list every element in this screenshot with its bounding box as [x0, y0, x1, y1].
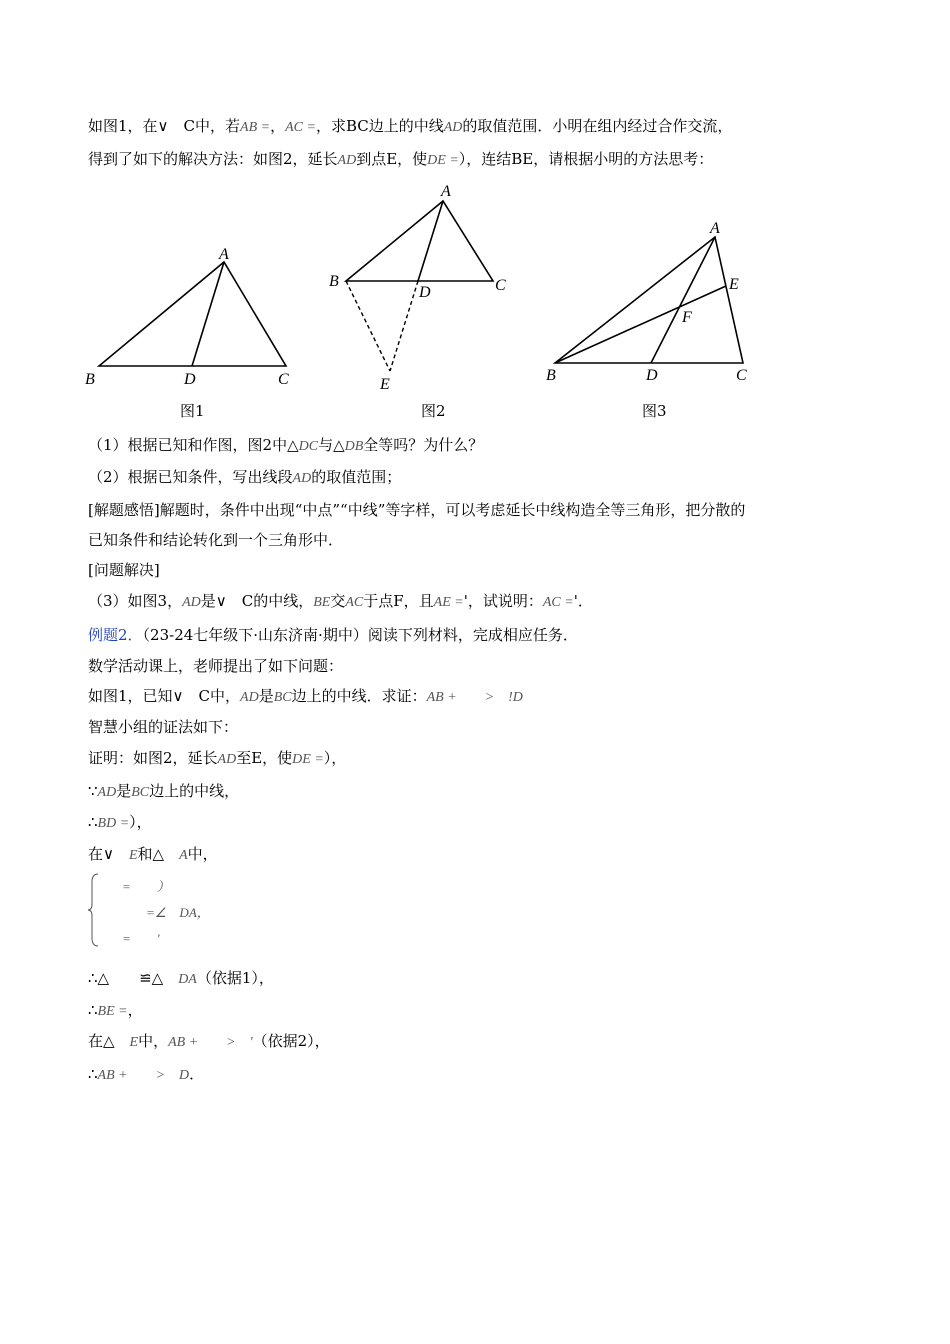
text: 如图1，在∨ C中，若 [88, 117, 241, 135]
example-line-10 [88, 1031, 330, 1053]
label-d: D [184, 371, 196, 388]
figure-2 [325, 180, 525, 395]
text: （1）根据已知和作图，图2中△ [88, 436, 299, 454]
math: AD [337, 153, 357, 168]
figure-3 [540, 215, 760, 390]
dashed-be [346, 281, 390, 371]
text: 在△ [88, 1032, 130, 1050]
math: A [179, 848, 188, 863]
math: AD [217, 752, 237, 767]
math: E [128, 848, 138, 863]
text: 如图1，已知∨ C中， [88, 687, 241, 705]
math: BE [313, 595, 331, 610]
label-a: A [710, 220, 720, 237]
label-c: C [278, 371, 289, 388]
triangle-abc [346, 201, 493, 281]
example-line-5 [88, 781, 239, 803]
text: （依据1）， [196, 969, 274, 987]
figure-1-caption: 图1 [180, 402, 205, 420]
text: 在∨ [88, 845, 129, 863]
label-a: A [441, 183, 451, 200]
problem-solve-heading: [问题解决] [88, 561, 160, 579]
text: 是 [258, 687, 274, 705]
figure-1 [85, 240, 300, 390]
math: BE = [97, 1004, 128, 1019]
text: ∴ [88, 813, 98, 831]
example-line-11 [88, 1064, 204, 1086]
math: AD [240, 690, 259, 705]
figure-1-svg [85, 240, 300, 390]
math: BC [273, 690, 292, 705]
system-row-3: = ' [122, 931, 160, 946]
text: ∵ [88, 782, 98, 800]
math: DE = [292, 752, 324, 767]
figure-2-caption: 图2 [421, 402, 446, 420]
text: 是∨ C的中线， [200, 592, 314, 610]
text: 全等吗？为什么？ [363, 436, 484, 454]
question-3 [88, 591, 593, 613]
text: '，试说明： [463, 592, 543, 610]
math: AB + > ' [168, 1035, 253, 1050]
math: DA [178, 972, 197, 987]
example-line-3: 智慧小组的证法如下： [88, 718, 239, 736]
dashed-de [390, 281, 418, 371]
text: 边上的中线．求证： [291, 687, 427, 705]
text: ），连结BE，请根据小明的方法思考： [458, 150, 714, 168]
problem-line-1 [88, 116, 732, 138]
text: 是 [116, 782, 132, 800]
text: 中， [187, 845, 218, 863]
math: AB + > D [97, 1068, 190, 1083]
text: ∴ [88, 1001, 98, 1019]
label-d: D [419, 284, 431, 301]
label-d: D [646, 367, 658, 384]
example-line-7 [88, 844, 218, 866]
text: ， [270, 117, 286, 135]
text: 边上的中线， [149, 782, 240, 800]
text: 中， [138, 1032, 169, 1050]
math: AC = [542, 595, 574, 610]
text: ． [189, 1065, 205, 1083]
question-2 [88, 467, 401, 489]
math: AE = [433, 595, 464, 610]
label-e: E [380, 376, 390, 393]
math: AD [292, 471, 312, 486]
text: ∴△ ≌△ [88, 969, 179, 987]
math: DC [298, 439, 319, 454]
figure-3-caption: 图3 [642, 402, 667, 420]
system-row-1: = ） [122, 879, 170, 894]
text: 交 [330, 592, 346, 610]
text: 与△ [318, 436, 345, 454]
math: AD [97, 785, 117, 800]
label-c: C [736, 367, 747, 384]
example-line-2 [88, 686, 523, 708]
example-line-1: 数学活动课上，老师提出了如下问题： [88, 657, 344, 675]
math: BC [131, 785, 150, 800]
text: 于点F，且 [363, 592, 434, 610]
math: AB = [240, 120, 271, 135]
label-b: B [85, 371, 95, 388]
median-ad [418, 201, 443, 281]
text: 的取值范围； [311, 468, 402, 486]
text: （3）如图3， [88, 592, 183, 610]
label-b: B [329, 273, 339, 290]
text: 和△ [137, 845, 180, 863]
math: DE = [427, 153, 459, 168]
tip-line-1: [解题感悟]解题时，条件中出现“中点”“中线”等字样，可以考虑延长中线构造全等三角形，把分散的 [88, 501, 746, 519]
text: '． [573, 592, 593, 610]
example-line-6 [88, 812, 152, 834]
example-line-9 [88, 1000, 143, 1022]
label-a: A [219, 246, 229, 263]
figure-2-svg [325, 180, 525, 395]
math: AB + > !D [426, 690, 523, 705]
median-ad [651, 237, 715, 363]
median-ad [192, 262, 224, 366]
question-1 [88, 435, 483, 457]
system-row-2: =∠ DA， [146, 905, 210, 920]
text: 的取值范围．小明在组内经过合作交流， [462, 117, 733, 135]
text: ）， [323, 749, 347, 767]
example-2-heading [88, 625, 578, 645]
math: AC = [285, 120, 316, 135]
text: （2）根据已知条件，写出线段 [88, 468, 293, 486]
text: 至E，使 [236, 749, 293, 767]
text: 得到了如下的解决方法：如图2，延长 [88, 150, 338, 168]
equation-system [88, 872, 228, 948]
label-e: E [729, 276, 739, 293]
math: BD = [97, 816, 130, 831]
text: ）， [129, 813, 152, 831]
triangle-abc [555, 237, 743, 363]
figure-3-svg [540, 215, 760, 390]
example-line-8 [88, 968, 274, 990]
math: AC [345, 595, 364, 610]
label-b: B [546, 367, 556, 384]
math: DB [344, 439, 364, 454]
problem-line-2 [88, 149, 713, 171]
text: 证明：如图2，延长 [88, 749, 218, 767]
segment-be [555, 286, 726, 363]
text: ，求BC边上的中线 [315, 117, 444, 135]
label-f: F [682, 309, 692, 326]
example-line-4 [88, 748, 346, 770]
left-brace [88, 872, 102, 948]
tip-line-2: 已知条件和结论转化到一个三角形中． [88, 531, 344, 549]
math: AD [182, 595, 201, 610]
text: ∴ [88, 1065, 98, 1083]
example-label: 例题2． [88, 626, 143, 644]
label-c: C [495, 277, 506, 294]
math: E [129, 1035, 139, 1050]
text: （23-24七年级下·山东济南·期中）阅读下列材料，完成相应任务． [142, 626, 578, 644]
text: ， [127, 1001, 143, 1019]
math: AD [443, 120, 463, 135]
text: （依据2）， [252, 1032, 330, 1050]
text: 到点E，使 [356, 150, 428, 168]
triangle-abc [99, 262, 286, 366]
